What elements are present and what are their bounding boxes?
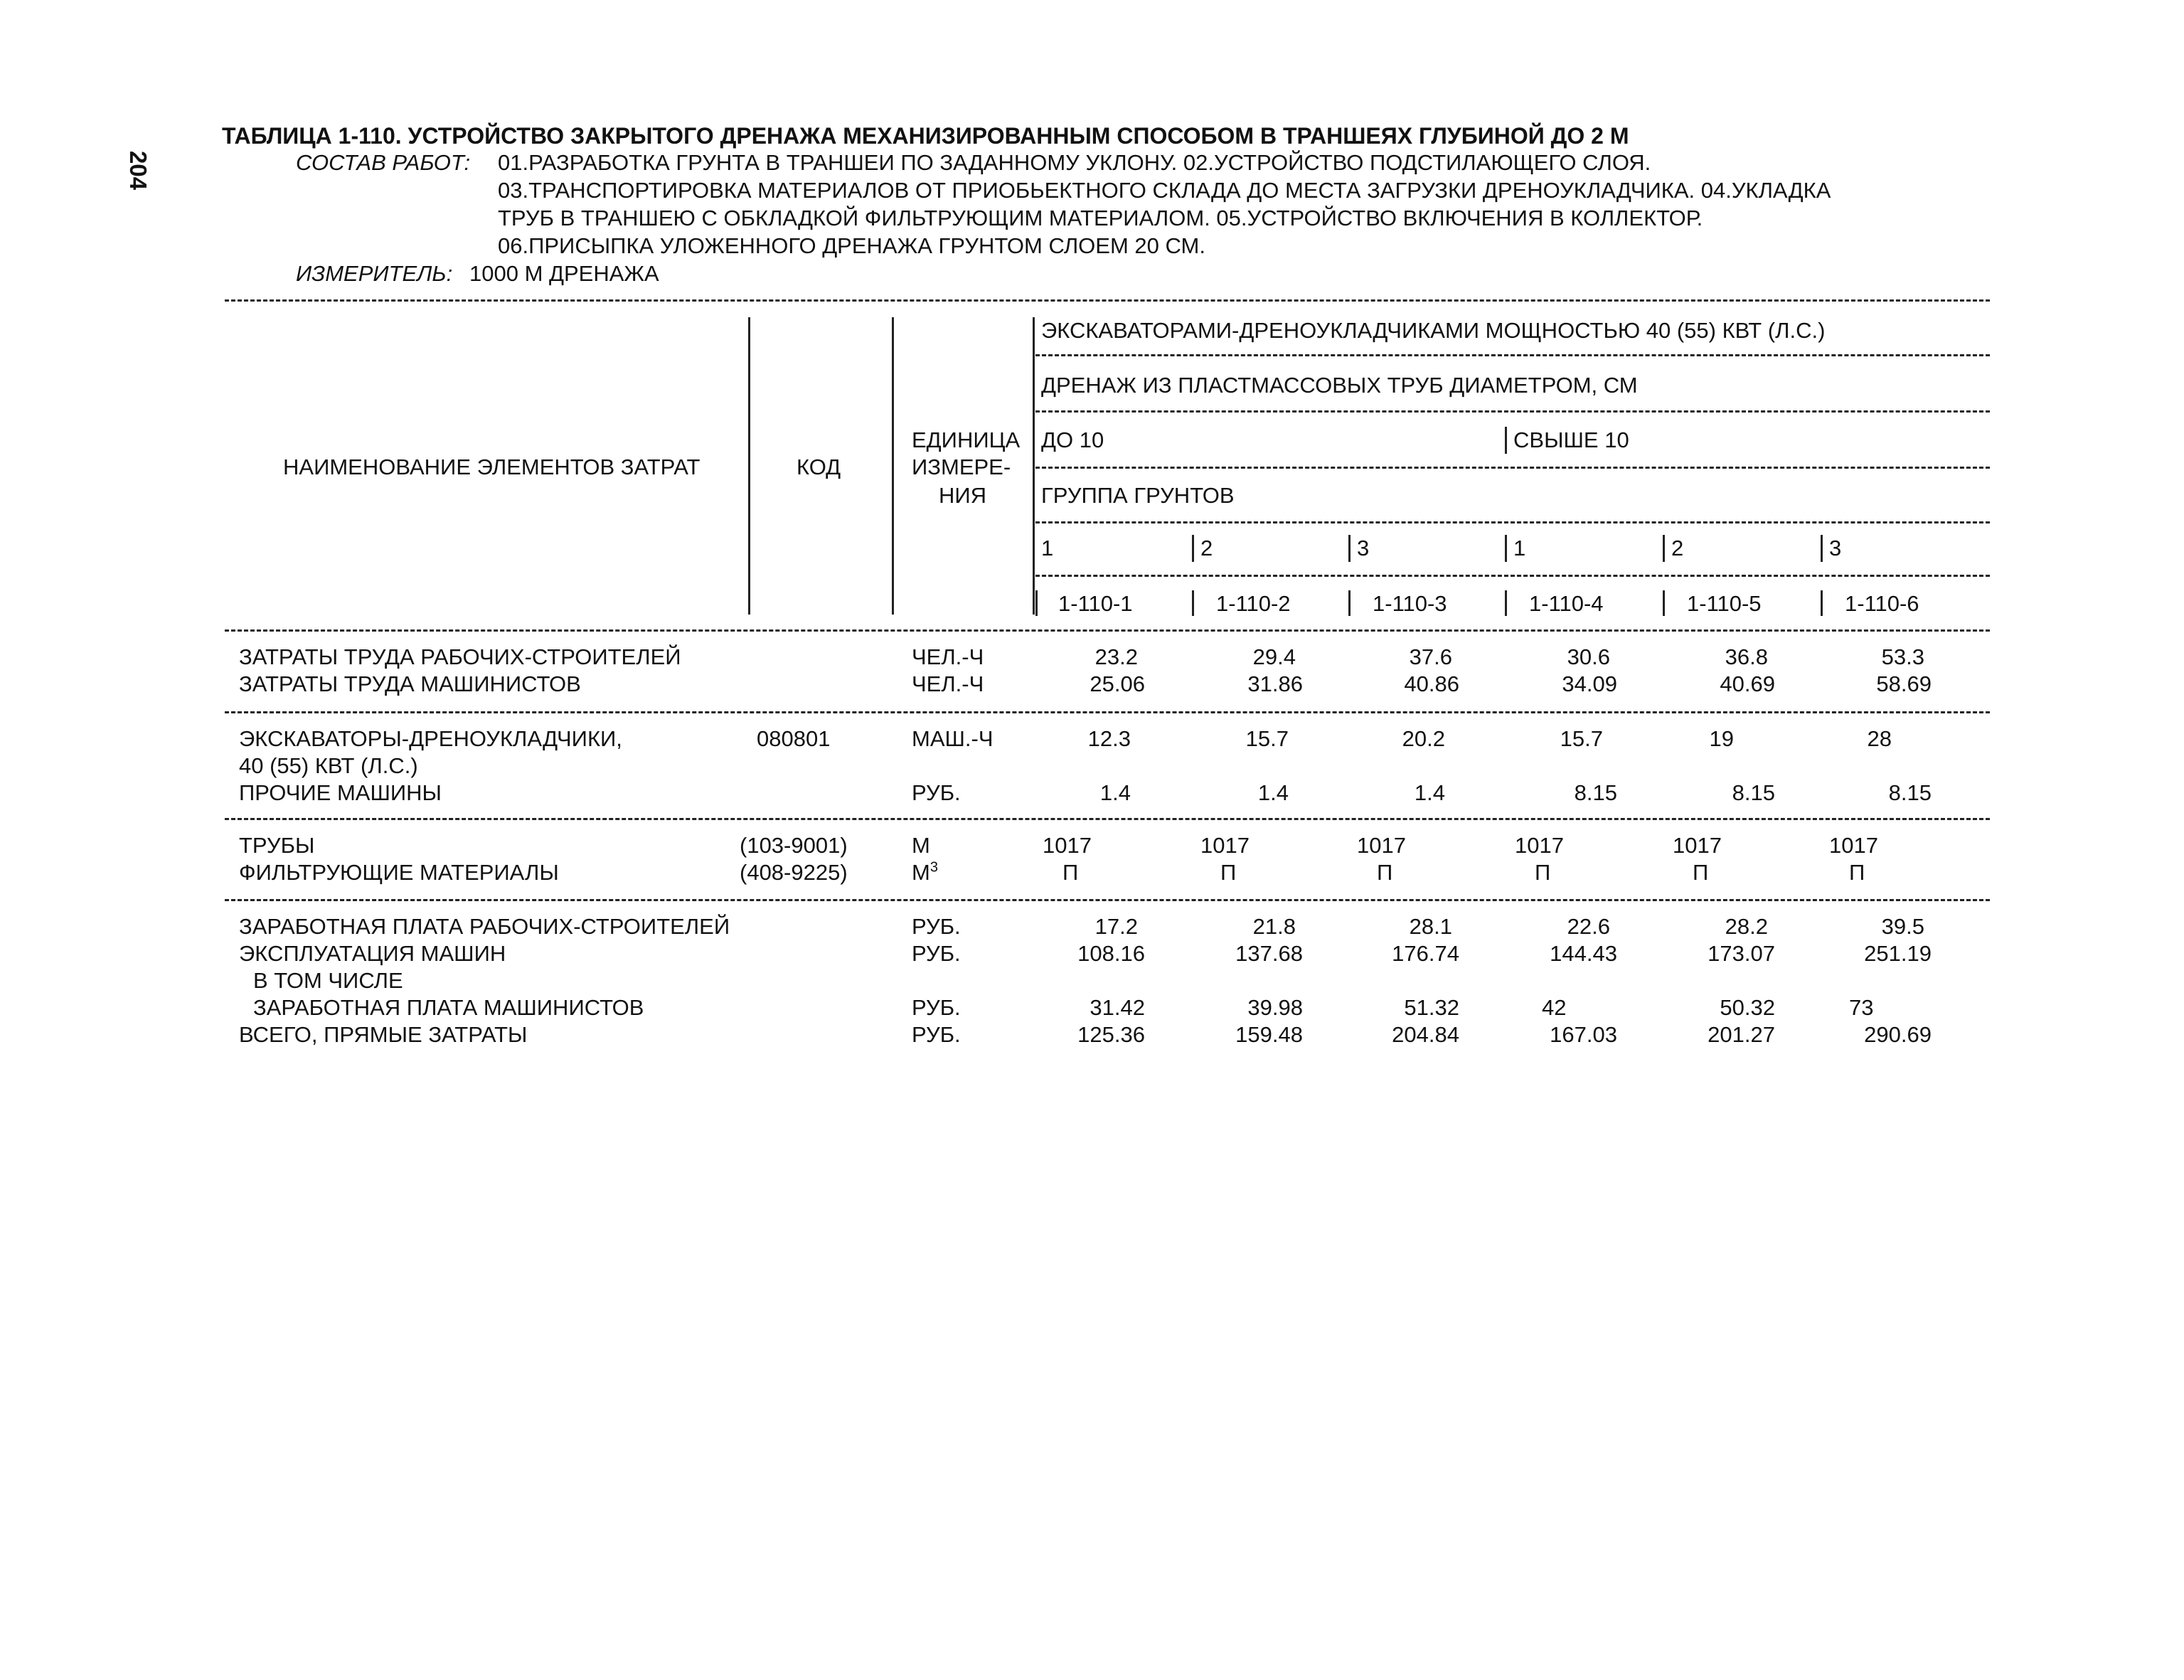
- header-rule-5: [1035, 575, 1990, 577]
- header-soil-group: ГРУППА ГРУНТОВ: [1041, 483, 1235, 508]
- row-value: 28.2: [1725, 914, 1768, 939]
- row-code: (408-9225): [740, 860, 848, 885]
- row-value: 25.06: [1090, 671, 1145, 696]
- row-value: 73: [1849, 995, 1874, 1020]
- code-4: 1-110-4: [1529, 591, 1604, 616]
- group-divider: [1821, 535, 1823, 562]
- code-2: 1-110-2: [1216, 591, 1291, 616]
- row-value: 31.42: [1090, 995, 1145, 1020]
- row-code: (103-9001): [740, 833, 848, 858]
- row-value: 19: [1709, 726, 1734, 751]
- header-rule-4: [1035, 521, 1990, 523]
- row-value: 31.86: [1247, 671, 1303, 696]
- row-unit: [912, 859, 938, 886]
- row-name: ВСЕГО, ПРЯМЫЕ ЗАТРАТЫ: [239, 1022, 528, 1047]
- composition-label: СОСТАВ РАБОТ:: [296, 150, 471, 175]
- code-3: 1-110-3: [1373, 591, 1447, 616]
- composition-line-4: 06.ПРИСЫПКА УЛОЖЕННОГО ДРЕНАЖА ГРУНТОМ СЛОЕМ 20 СМ.: [498, 233, 1205, 258]
- row-value: 1.4: [1257, 780, 1289, 805]
- row-value: 125.36: [1077, 1022, 1145, 1047]
- row-value: 17.2: [1094, 914, 1138, 939]
- row-value: П: [1377, 860, 1393, 885]
- section-rule: [225, 899, 1990, 901]
- row-value: 30.6: [1567, 644, 1610, 669]
- row-value: 173.07: [1708, 941, 1775, 966]
- row-name: ПРОЧИЕ МАШИНЫ: [239, 780, 442, 805]
- row-value: 144.43: [1550, 941, 1617, 966]
- code-divider: [1192, 590, 1194, 616]
- row-value: 15.7: [1245, 726, 1289, 751]
- row-value: 8.15: [1732, 780, 1775, 805]
- group-5: 2: [1671, 536, 1684, 560]
- header-name: НАИМЕНОВАНИЕ ЭЛЕМЕНТОВ ЗАТРАТ: [283, 454, 701, 479]
- measure-label: ИЗМЕРИТЕЛЬ:: [296, 261, 453, 286]
- unit-base: М: [912, 860, 930, 885]
- row-value: 8.15: [1888, 780, 1932, 805]
- row-name: ЭКСПЛУАТАЦИЯ МАШИН: [239, 941, 506, 966]
- group-1: 1: [1041, 536, 1054, 560]
- row-unit: РУБ.: [912, 941, 961, 966]
- header-divider-name: [748, 317, 750, 615]
- row-unit: РУБ.: [912, 914, 961, 939]
- row-value: 39.5: [1881, 914, 1924, 939]
- row-value: 1017: [1673, 833, 1722, 858]
- row-unit: М: [912, 833, 930, 858]
- row-value: 39.98: [1247, 995, 1303, 1020]
- row-name: ФИЛЬТРУЮЩИЕ МАТЕРИАЛЫ: [239, 860, 559, 885]
- header-unit-1: ЕДИНИЦА: [912, 427, 1021, 452]
- row-value: 1017: [1829, 833, 1878, 858]
- group-3: 3: [1357, 536, 1370, 560]
- row-name: ЭКСКАВАТОРЫ-ДРЕНОУКЛАДЧИКИ,: [239, 726, 622, 751]
- row-name: ТРУБЫ: [239, 833, 315, 858]
- row-value: 201.27: [1708, 1022, 1775, 1047]
- composition-line-3: ТРУБ В ТРАНШЕЮ С ОБКЛАДКОЙ ФИЛЬТРУЮЩИМ МАТЕРИАЛОМ. 05.УСТРОЙСТВО ВКЛЮЧЕНИЯ В КОЛЛЕКТОР.: [498, 206, 1703, 230]
- header-drainage: ДРЕНАЖ ИЗ ПЛАСТМАССОВЫХ ТРУБ ДИАМЕТРОМ, СМ: [1041, 373, 1638, 398]
- row-unit: РУБ.: [912, 1022, 961, 1047]
- row-code: 080801: [757, 726, 831, 751]
- row-value: 204.84: [1392, 1022, 1459, 1047]
- header-rule-2: [1035, 410, 1990, 413]
- section-rule: [225, 711, 1990, 713]
- group-divider: [1192, 535, 1194, 562]
- row-value: 1.4: [1099, 780, 1131, 805]
- row-value: 12.3: [1087, 726, 1131, 751]
- row-value: 20.2: [1402, 726, 1445, 751]
- header-unit-2: ИЗМЕРЕ-: [912, 454, 1011, 479]
- row-value: 40.86: [1404, 671, 1459, 696]
- header-diam-over: СВЫШЕ 10: [1513, 427, 1629, 452]
- row-value: 15.7: [1560, 726, 1603, 751]
- measure-value: 1000 М ДРЕНАЖА: [469, 261, 659, 286]
- row-value: 50.32: [1720, 995, 1775, 1020]
- header-code: КОД: [797, 454, 841, 479]
- row-value: 58.69: [1876, 671, 1932, 696]
- header-divider-unit: [1033, 317, 1035, 615]
- header-unit-3: НИЯ: [939, 483, 987, 508]
- row-value: 36.8: [1725, 644, 1768, 669]
- group-divider: [1663, 535, 1665, 562]
- row-unit: ЧЕЛ.-Ч: [912, 644, 984, 669]
- row-value: 22.6: [1567, 914, 1610, 939]
- row-value: П: [1062, 860, 1079, 885]
- group-divider: [1505, 535, 1507, 562]
- group-2: 2: [1200, 536, 1213, 560]
- code-divider: [1348, 590, 1351, 616]
- header-divider-code: [892, 317, 894, 615]
- code-divider: [1505, 590, 1507, 616]
- row-unit: ЧЕЛ.-Ч: [912, 671, 984, 696]
- row-value: 1017: [1200, 833, 1250, 858]
- unit-superscript: 3: [929, 859, 938, 876]
- row-value: 1017: [1515, 833, 1564, 858]
- group-divider: [1348, 535, 1351, 562]
- row-value: 34.09: [1562, 671, 1617, 696]
- row-name-subheading: В ТОМ ЧИСЛЕ: [253, 968, 403, 993]
- row-name: ЗАТРАТЫ ТРУДА РАБОЧИХ-СТРОИТЕЛЕЙ: [239, 644, 681, 669]
- header-divider-diam: [1505, 427, 1507, 454]
- code-divider: [1821, 590, 1823, 616]
- header-excavators: ЭКСКАВАТОРАМИ-ДРЕНОУКЛАДЧИКАМИ МОЩНОСТЬЮ 40 (55) КВТ (Л.С.): [1041, 318, 1826, 343]
- row-value: 42: [1542, 995, 1567, 1020]
- row-unit: РУБ.: [912, 995, 961, 1020]
- row-value: 28: [1867, 726, 1892, 751]
- row-value: П: [1220, 860, 1237, 885]
- header-rule-3: [1035, 467, 1990, 469]
- row-value: 8.15: [1574, 780, 1617, 805]
- code-6: 1-110-6: [1845, 591, 1919, 616]
- composition-line-1: 01.РАЗРАБОТКА ГРУНТА В ТРАНШЕИ ПО ЗАДАННОМУ УКЛОНУ. 02.УСТРОЙСТВО ПОДСТИЛАЮЩЕГО СЛОЯ.: [498, 150, 1651, 175]
- page-number: 204: [125, 151, 151, 191]
- row-value: 51.32: [1404, 995, 1459, 1020]
- row-value: 167.03: [1550, 1022, 1617, 1047]
- row-value: 176.74: [1392, 941, 1459, 966]
- row-value: 1.4: [1414, 780, 1445, 805]
- code-divider: [1035, 590, 1038, 616]
- code-1: 1-110-1: [1058, 591, 1133, 616]
- row-value: 37.6: [1409, 644, 1452, 669]
- row-value: 1017: [1357, 833, 1406, 858]
- row-value: П: [1693, 860, 1709, 885]
- header-bottom-rule: [225, 629, 1990, 632]
- row-unit: РУБ.: [912, 780, 961, 805]
- row-name: ЗАТРАТЫ ТРУДА МАШИНИСТОВ: [239, 671, 581, 696]
- row-name: ЗАРАБОТНАЯ ПЛАТА МАШИНИСТОВ: [253, 995, 644, 1020]
- group-6: 3: [1829, 536, 1842, 560]
- row-value: 53.3: [1881, 644, 1924, 669]
- row-value: П: [1849, 860, 1865, 885]
- section-rule: [225, 818, 1990, 820]
- group-4: 1: [1513, 536, 1526, 560]
- row-value: 137.68: [1235, 941, 1303, 966]
- row-value: 108.16: [1077, 941, 1145, 966]
- row-value: П: [1535, 860, 1551, 885]
- table-title: ТАБЛИЦА 1-110. УСТРОЙСТВО ЗАКРЫТОГО ДРЕНАЖА МЕХАНИЗИРОВАННЫМ СПОСОБОМ В ТРАНШЕЯХ ГЛУБИНОЙ ДО 2 М: [222, 123, 1629, 149]
- header-top-rule: [225, 299, 1990, 302]
- code-divider: [1663, 590, 1665, 616]
- row-value: 1017: [1043, 833, 1092, 858]
- header-diam-upto: ДО 10: [1041, 427, 1104, 452]
- row-value: 159.48: [1235, 1022, 1303, 1047]
- row-name: ЗАРАБОТНАЯ ПЛАТА РАБОЧИХ-СТРОИТЕЛЕЙ: [239, 914, 730, 939]
- row-value: 23.2: [1094, 644, 1138, 669]
- row-name-cont: 40 (55) КВТ (Л.С.): [239, 753, 418, 778]
- row-value: 28.1: [1409, 914, 1452, 939]
- row-value: 29.4: [1252, 644, 1296, 669]
- code-5: 1-110-5: [1687, 591, 1762, 616]
- row-value: 40.69: [1720, 671, 1775, 696]
- composition-line-2: 03.ТРАНСПОРТИРОВКА МАТЕРИАЛОВ ОТ ПРИОБЬЕКТНОГО СКЛАДА ДО МЕСТА ЗАГРУЗКИ ДРЕНОУКЛАДЧИКА. 04.УКЛАДКА: [498, 178, 1831, 203]
- row-unit: МАШ.-Ч: [912, 726, 994, 751]
- row-value: 251.19: [1864, 941, 1932, 966]
- header-rule-1: [1035, 354, 1990, 356]
- row-value: 21.8: [1252, 914, 1296, 939]
- row-value: 290.69: [1864, 1022, 1932, 1047]
